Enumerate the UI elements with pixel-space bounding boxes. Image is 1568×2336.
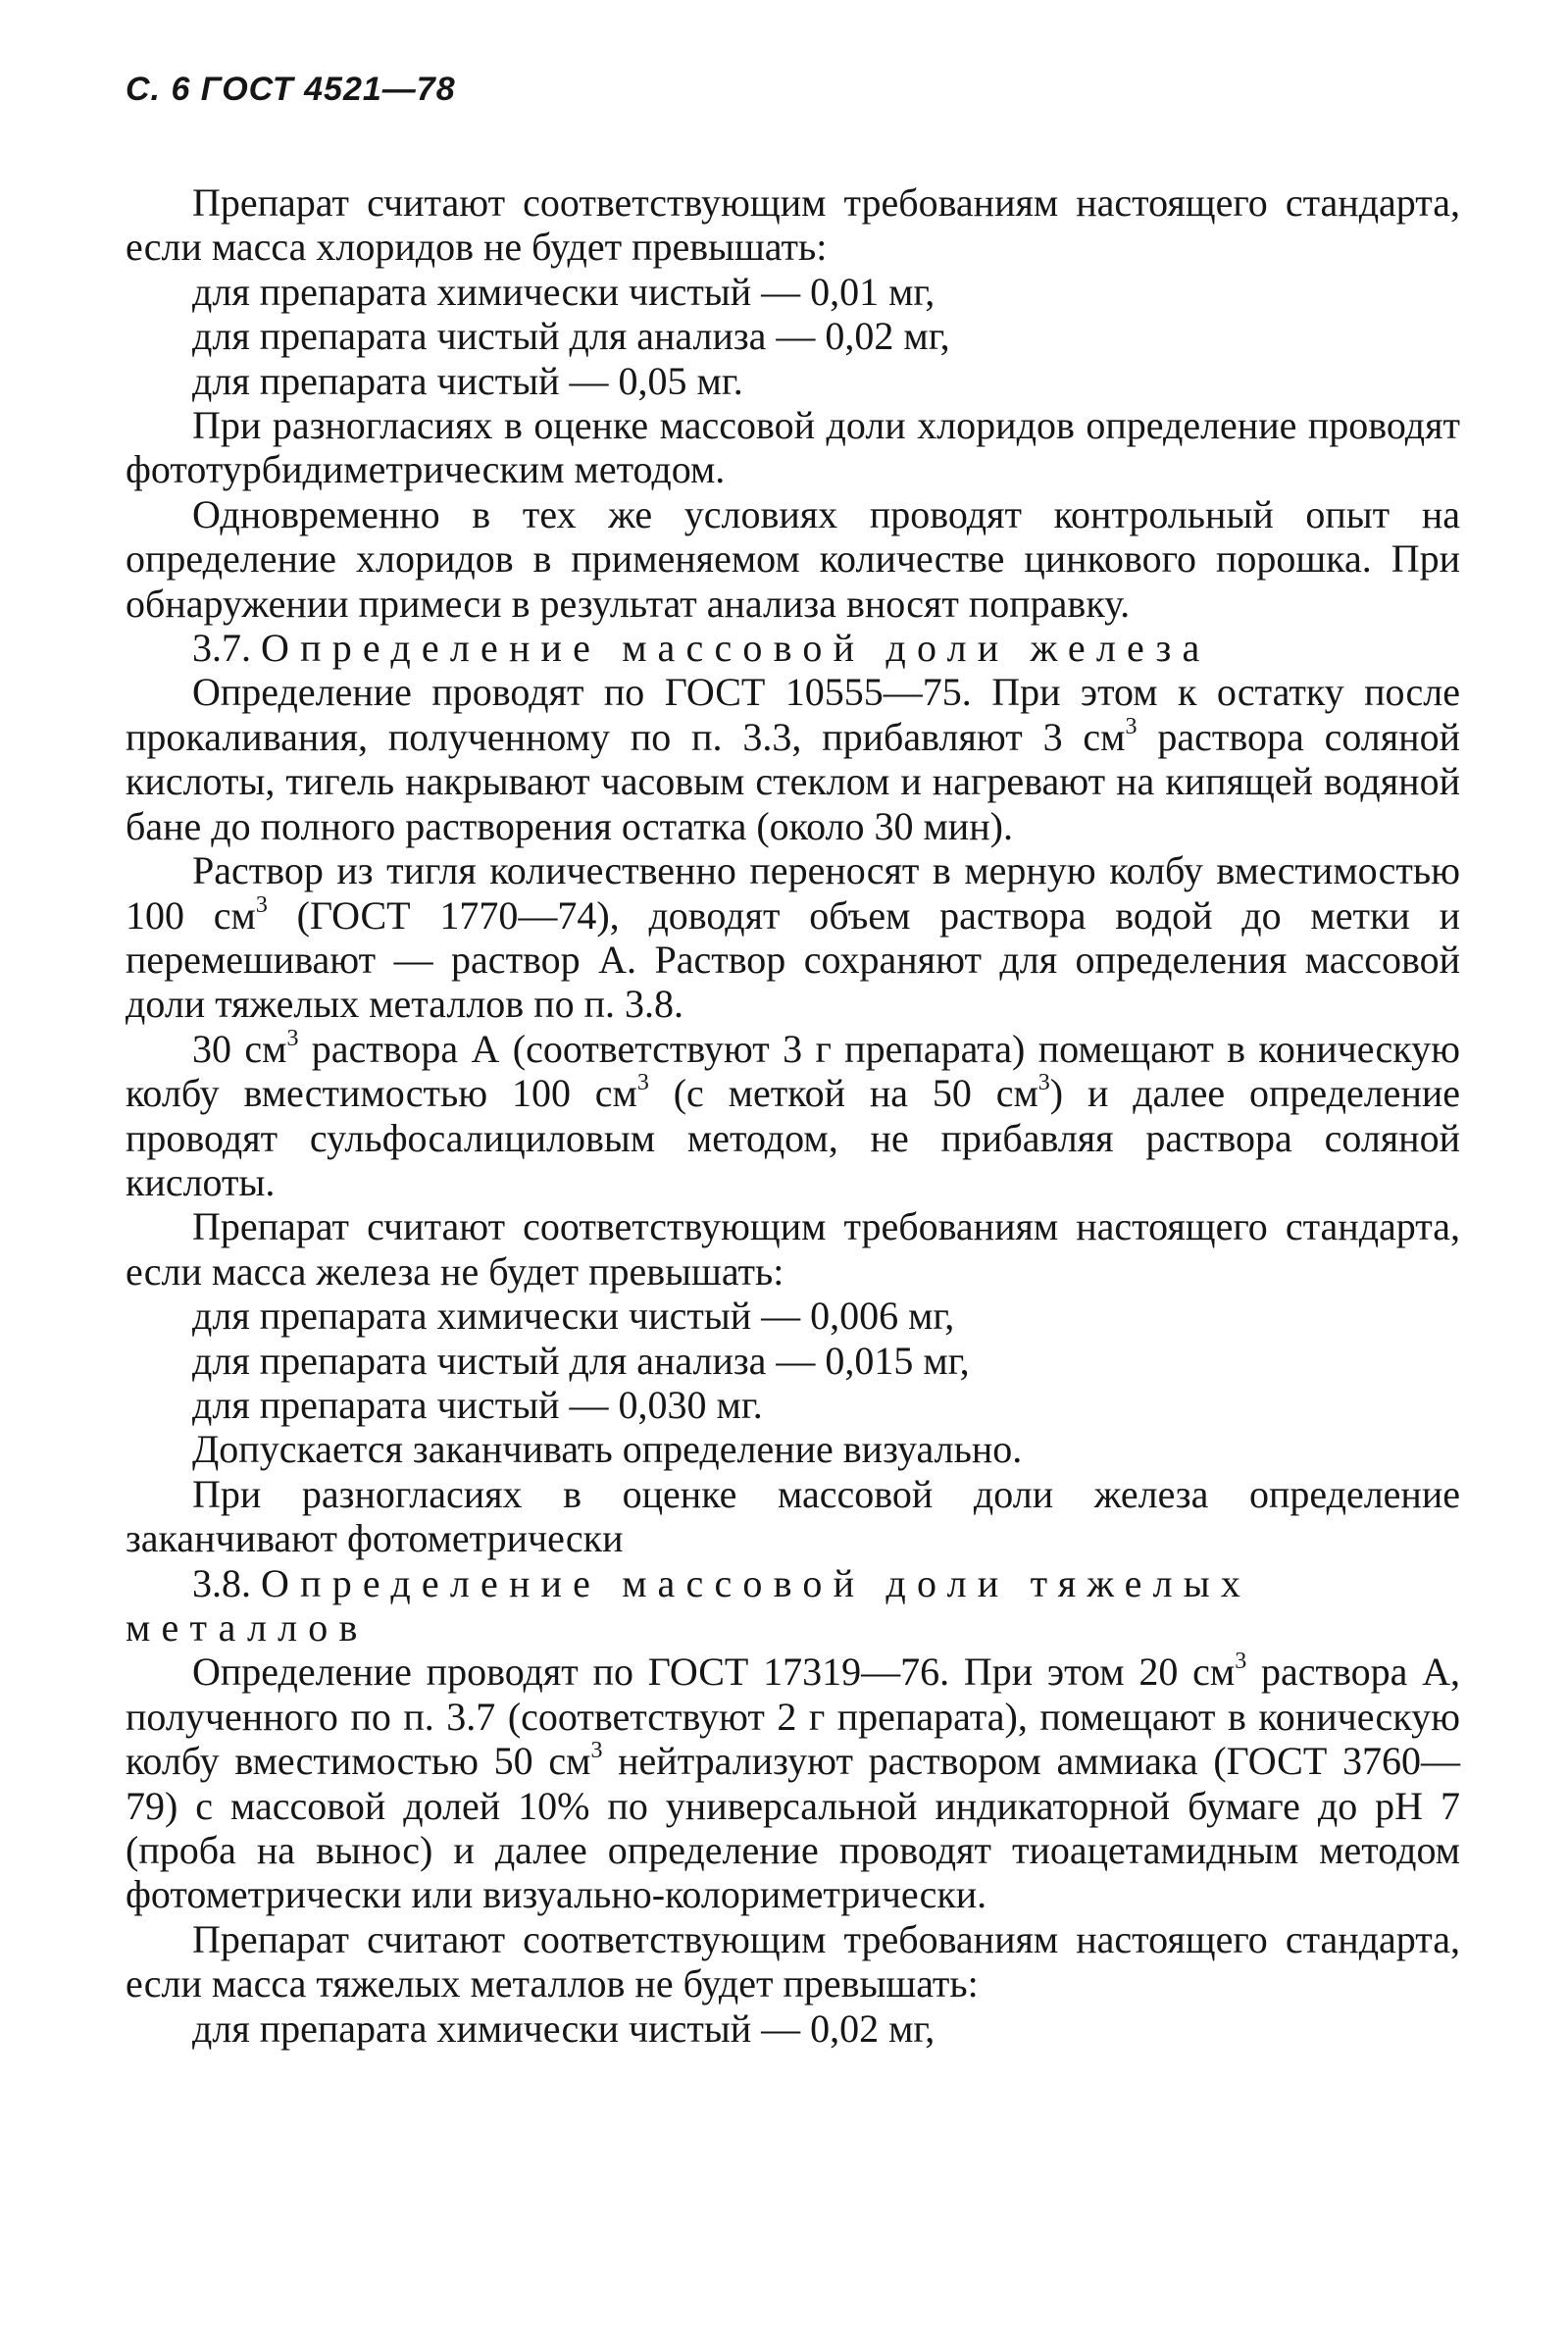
paragraph-heavy-metals-requirement: Препарат считают соответствующим требованиям настоящего стандарта, если масса тяжелых металлов не будет превышать: bbox=[126, 1916, 1460, 2006]
paragraph-heavy-metals-method: Определение проводят по ГОСТ 17319—76. При этом 20 $см^3$ раствора А, полученного по п. 3.7 (соответствуют 2 г препарата), помещают в коническую колбу вместимостью 50 $см^3$ нейтрализуют раствором аммиака (ГОСТ 3760—79) с массовой долей 10% по универсальной индикаторной бумаге до pH 7 (проба на вынос) и далее определение проводят тиоацетамидным методом фотометрически или визуально-колориметрически. bbox=[126, 1649, 1460, 1917]
paragraph-solution-a: Раствор из тигля количественно переносят в мерную колбу вместимостью 100 $см^3$ (ГОСТ 1770—74), доводят объем раствора водой до метки и перемешивают — раствор А. Раствор сохраняют для определения массовой доли тяжелых металлов по п. 3.8. bbox=[126, 848, 1461, 1027]
paragraph-iron-requirement: Препарат считают соответствующим требованиям настоящего стандарта, если масса железа не будет превышать: bbox=[126, 1204, 1460, 1294]
list-item-iron-chem-pure: для препарата химически чистый — 0,006 мг, bbox=[192, 1294, 955, 1339]
list-item-chlorides-analysis-pure: для препарата чистый для анализа — 0,02 мг, bbox=[192, 314, 950, 359]
list-item-chlorides-chem-pure: для препарата химически чистый — 0,01 мг, bbox=[192, 269, 936, 314]
section-number: 3.7. bbox=[192, 626, 251, 671]
page-header: С. 6 ГОСТ 4521—78 bbox=[126, 71, 456, 108]
list-item-chlorides-pure: для препарата чистый — 0,05 мг. bbox=[192, 358, 743, 403]
section-title: Определение массовой доли железа bbox=[261, 626, 1211, 671]
section-title: Определение массовой доли тяжелых металлов bbox=[126, 1560, 1252, 1650]
paragraph-sulfosalicylic: 30 $см^3$ раствора А (соответствуют 3 г препарата) помещают в коническую колбу вместимостью 100 $см^3$ (с меткой на 50 $см^3$) и далее определение проводят сульфосалициловым методом, не прибавляя раствора соляной кислоты. bbox=[126, 1025, 1461, 1204]
list-item-iron-pure: для препарата чистый — 0,030 мг. bbox=[192, 1382, 763, 1427]
paragraph-iron-disputes: При разногласиях в оценке массовой доли железа определение заканчивают фотометрически bbox=[126, 1471, 1460, 1561]
document-body bbox=[126, 180, 1460, 2051]
list-item-iron-analysis-pure: для препарата чистый для анализа — 0,015 мг, bbox=[192, 1338, 970, 1383]
paragraph-chlorides-requirement: Препарат считают соответствующим требованиям настоящего стандарта, если масса хлоридов не будет превышать: bbox=[126, 180, 1460, 270]
section-heading-3-7 bbox=[126, 626, 1460, 670]
paragraph-control-test: Одновременно в тех же условиях проводят контрольный опыт на определение хлоридов в применяемом количестве цинкового порошка. При обнаружении примеси в результат анализа вносят поправку. bbox=[126, 491, 1460, 626]
section-number: 3.8. bbox=[192, 1560, 251, 1605]
paragraph-chlorides-disputes: При разногласиях в оценке массовой доли хлоридов определение проводят фототурбидиметрическим методом. bbox=[126, 403, 1460, 492]
paragraph-visual-allowed: Допускается заканчивать определение визуально. bbox=[192, 1427, 1023, 1472]
list-item-heavy-metals-chem-pure: для препарата химически чистый — 0,02 мг, bbox=[192, 2006, 936, 2051]
section-heading-3-8 bbox=[126, 1561, 1460, 1650]
paragraph-iron-method: Определение проводят по ГОСТ 10555—75. При этом к остатку после прокаливания, полученному по п. 3.3, прибавляют 3 $см^3$ раствора соляной кислоты, тигель накрывают часовым стеклом и нагревают на кипящей водяной бане до полного растворения остатка (около 30 мин). bbox=[126, 670, 1460, 848]
